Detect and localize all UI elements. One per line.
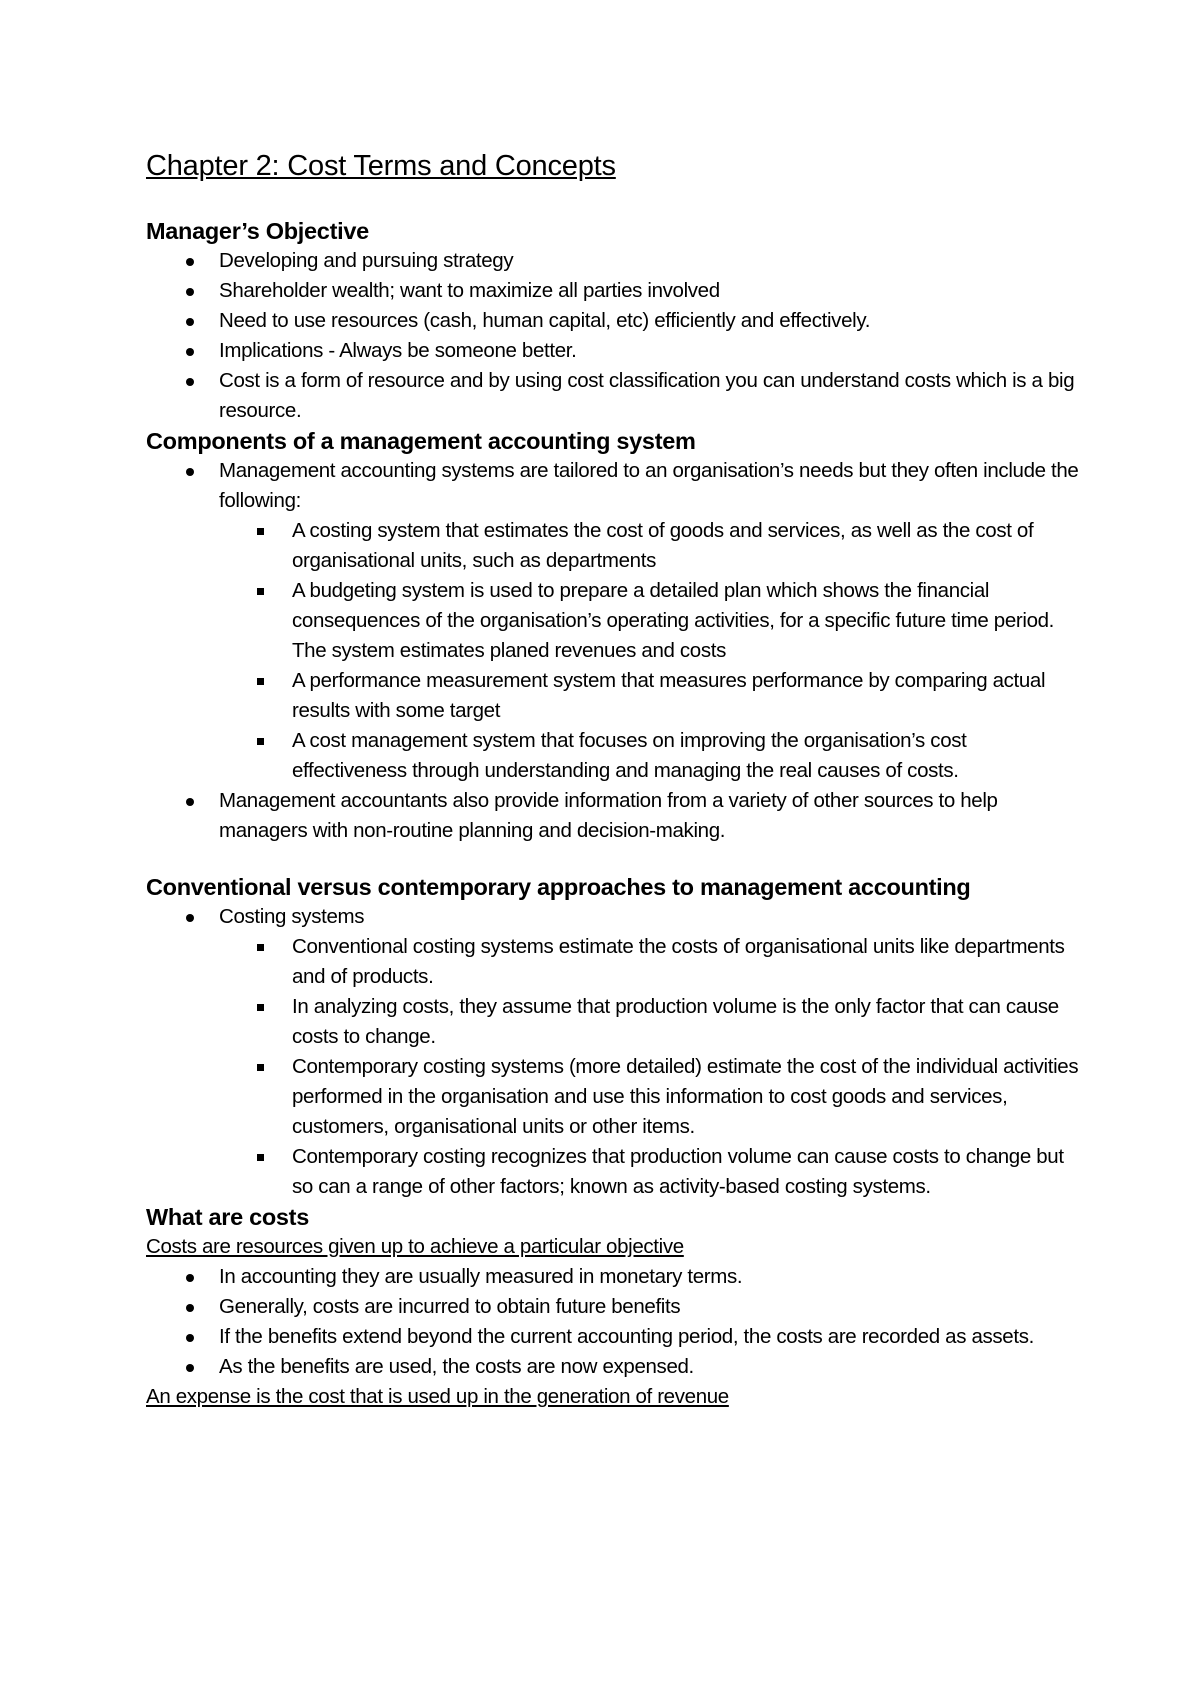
square-bullet-icon [257,1004,264,1011]
square-bullet-icon [257,1064,264,1071]
sublist-item: A budgeting system is used to prepare a detailed plan which shows the financial consequences of the organisation’s operating activities, for a specific future time period. The system estimates planed revenues and costs [219,576,1086,666]
heading-managers-objective: Manager’s Objective [146,218,369,244]
list-item: Management accounting systems are tailored to an organisation’s needs but they often include the following: A costing system that estimates the cost of goods and services, as well as the cost of organisational units, such as departments A budgeting system is used to prepare a detailed plan which shows the financial consequences of the organisation’s operating activities, for a specific future time period. The system estimates planed revenues and costs A performance measurement system that measures performance by comparing actual results with some target A cost management system that focuses on improving the organisation’s cost effectiveness through understanding and managing the real causes of costs. [146,456,1086,786]
page-title: Chapter 2: Cost Terms and Concepts [146,150,616,182]
list-item: If the benefits extend beyond the current accounting period, the costs are recorded as assets. [146,1322,1086,1352]
sublist-item: A costing system that estimates the cost of goods and services, as well as the cost of organisational units, such as departments [219,516,1086,576]
list-item: In accounting they are usually measured in monetary terms. [146,1262,1086,1292]
bullet-icon [186,378,194,386]
bullet-icon [186,318,194,326]
list-item: Cost is a form of resource and by using cost classification you can understand costs which is a big resource. [146,366,1086,426]
list-item: As the benefits are used, the costs are now expensed. [146,1352,1086,1382]
bullet-icon [186,914,194,922]
list-item: Generally, costs are incurred to obtain future benefits [146,1292,1086,1322]
list-item: Implications - Always be someone better. [146,336,1086,366]
list-item: Shareholder wealth; want to maximize all parties involved [146,276,1086,306]
heading-components: Components of a management accounting system [146,428,696,454]
heading-what-are-costs: What are costs [146,1204,309,1230]
square-bullet-icon [257,944,264,951]
square-bullet-icon [257,588,264,595]
sublist-item: A cost management system that focuses on improving the organisation’s cost effectiveness through understanding and managing the real causes of costs. [219,726,1086,786]
costs-definition: Costs are resources given up to achieve a particular objective [146,1235,684,1258]
square-bullet-icon [257,1154,264,1161]
bullet-icon [186,1304,194,1312]
objective-list [146,246,1086,426]
square-bullet-icon [257,528,264,535]
list-item: Costing systems Conventional costing systems estimate the costs of organisational units like departments and of products. In analyzing costs, they assume that production volume is the only factor that can cause costs to change. Contemporary costing systems (more detailed) estimate the cost of the individual activities performed in the organisation and use this information to cost goods and services, customers, organisational units or other items. Contemporary costing recognizes that production volume can cause costs to change but so can a range of other factors; known as activity-based costing systems. [146,902,1086,1202]
sublist-item: Contemporary costing systems (more detailed) estimate the cost of the individual activities performed in the organisation and use this information to cost goods and services, customers, organisational units or other items. [219,1052,1086,1142]
sublist-item: In analyzing costs, they assume that production volume is the only factor that can cause costs to change. [219,992,1086,1052]
bullet-icon [186,1334,194,1342]
expense-definition: An expense is the cost that is used up in the generation of revenue [146,1385,729,1408]
sublist-item: Contemporary costing recognizes that production volume can cause costs to change but so can a range of other factors; known as activity-based costing systems. [219,1142,1086,1202]
heading-approaches: Conventional versus contemporary approaches to management accounting [146,874,971,900]
bullet-icon [186,468,194,476]
bullet-icon [186,348,194,356]
square-bullet-icon [257,678,264,685]
sublist-item: A performance measurement system that measures performance by comparing actual results with some target [219,666,1086,726]
sublist-item: Conventional costing systems estimate the costs of organisational units like departments and of products. [219,932,1086,992]
bullet-icon [186,288,194,296]
approaches-sublist [219,932,1086,1202]
bullet-icon [186,1364,194,1372]
components-list [146,456,1086,846]
list-item: Need to use resources (cash, human capital, etc) efficiently and effectively. [146,306,1086,336]
bullet-icon [186,258,194,266]
list-item: Developing and pursuing strategy [146,246,1086,276]
document-content [146,146,1086,1412]
bullet-icon [186,798,194,806]
square-bullet-icon [257,738,264,745]
bullet-icon [186,1274,194,1282]
components-sublist [219,516,1086,786]
list-item: Management accountants also provide information from a variety of other sources to help managers with non-routine planning and decision-making. [146,786,1086,846]
costs-list [146,1262,1086,1382]
approaches-list [146,902,1086,1202]
